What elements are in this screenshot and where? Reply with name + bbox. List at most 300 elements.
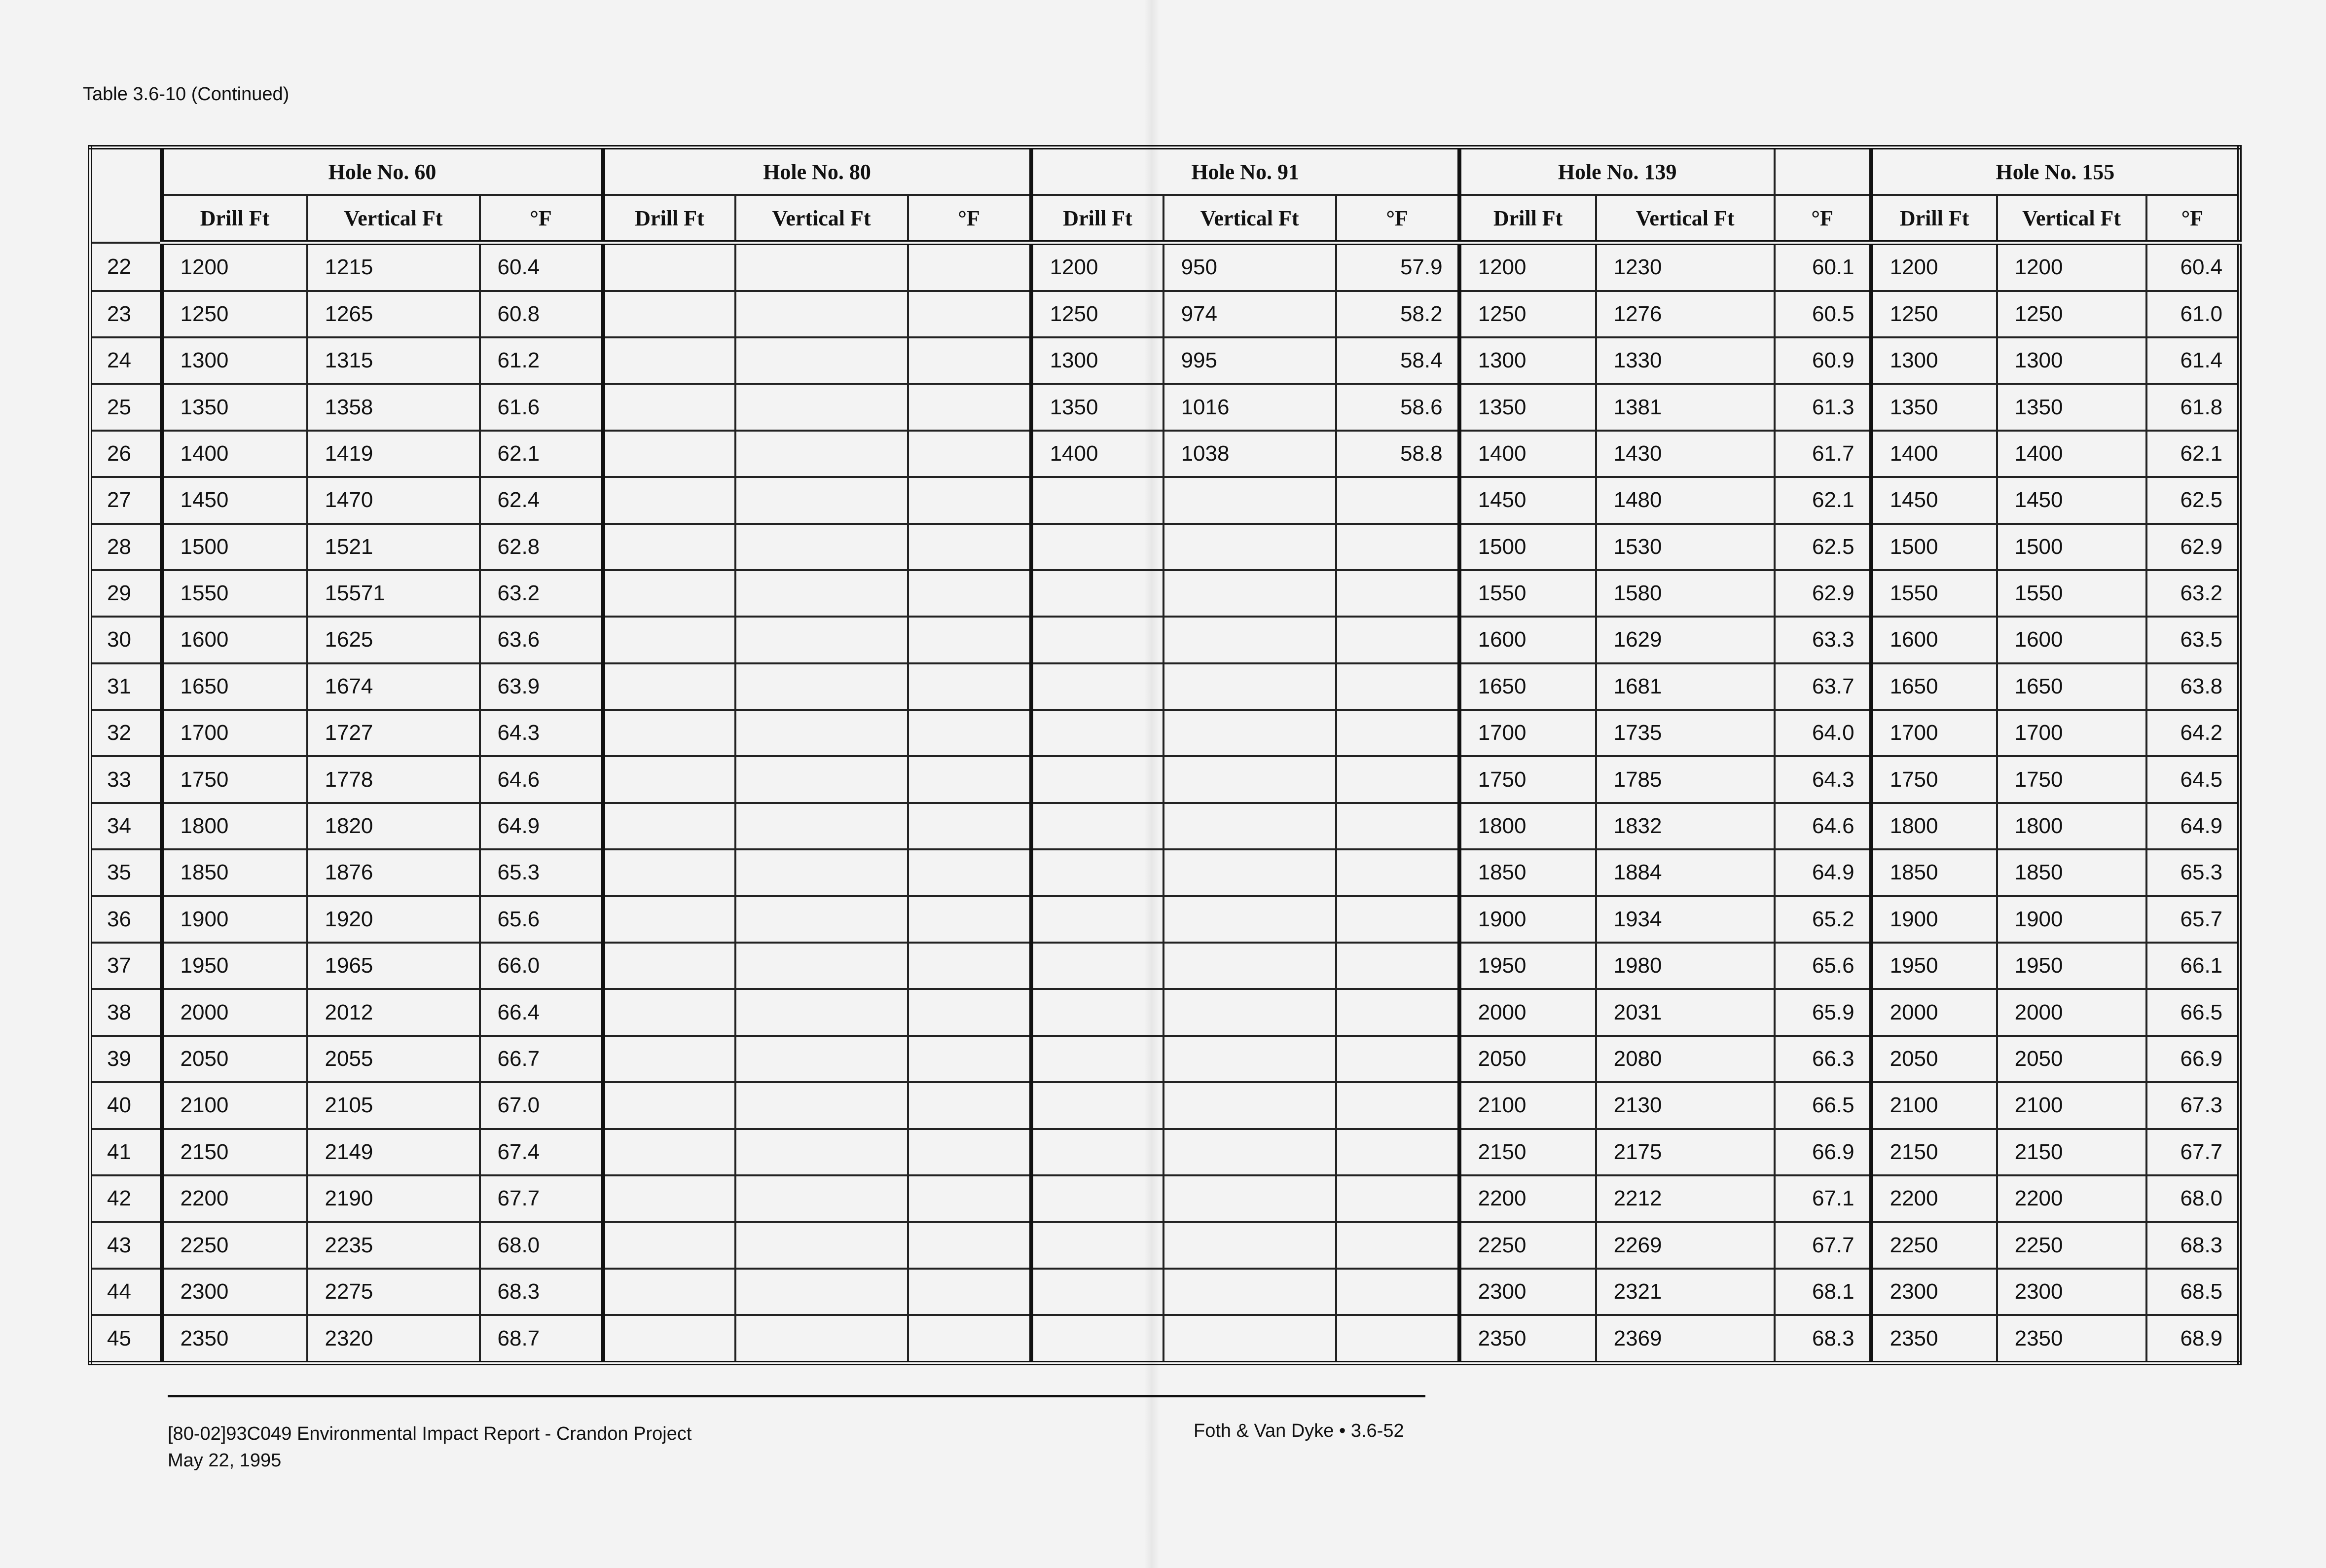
table-cell: 63.5 <box>2146 617 2240 663</box>
table-cell: 1681 <box>1596 663 1775 710</box>
table-cell <box>603 1269 735 1315</box>
table-cell <box>735 243 908 291</box>
table-cell <box>908 943 1031 989</box>
table-cell <box>735 989 908 1035</box>
table-cell <box>735 1175 908 1222</box>
table-cell: 64.5 <box>2146 756 2240 802</box>
table-cell: 60.5 <box>1775 291 1871 337</box>
table-cell <box>735 1129 908 1175</box>
table-cell: 1778 <box>307 756 480 802</box>
row-index-cell: 30 <box>90 617 162 663</box>
table-row <box>90 477 2240 523</box>
hole-header: Hole No. 155 <box>1871 147 2240 195</box>
table-cell <box>603 1082 735 1129</box>
table-caption: Table 3.6-10 (Continued) <box>83 84 290 105</box>
table-cell: 1600 <box>1459 617 1596 663</box>
table-cell: 2100 <box>1459 1082 1596 1129</box>
table-cell <box>1163 617 1336 663</box>
table-cell: 1200 <box>1031 243 1163 291</box>
table-cell <box>603 1175 735 1222</box>
table-cell: 65.3 <box>2146 849 2240 896</box>
table-cell <box>603 477 735 523</box>
table-cell <box>908 710 1031 756</box>
row-index-cell: 25 <box>90 384 162 430</box>
table-row <box>90 291 2240 337</box>
table-cell: 67.3 <box>2146 1082 2240 1129</box>
table-cell: 1500 <box>1871 524 1997 570</box>
row-index-cell: 39 <box>90 1036 162 1082</box>
table-row <box>90 1315 2240 1363</box>
table-cell: 1250 <box>1871 291 1997 337</box>
table-cell <box>1163 1315 1336 1363</box>
table-cell: 1600 <box>1871 617 1997 663</box>
row-index-cell: 36 <box>90 896 162 943</box>
table-cell: 1300 <box>1459 337 1596 384</box>
hole-header: Hole No. 60 <box>162 147 603 195</box>
table-cell: 62.8 <box>480 524 603 570</box>
table-cell: 1850 <box>1459 849 1596 896</box>
table-cell: 2350 <box>1871 1315 1997 1363</box>
table-cell <box>1031 1082 1163 1129</box>
table-cell <box>735 803 908 849</box>
column-subheader: Vertical Ft <box>1163 195 1336 243</box>
column-subheader: °F <box>1775 195 1871 243</box>
table-cell: 2250 <box>1459 1222 1596 1268</box>
table-cell: 66.7 <box>480 1036 603 1082</box>
table-cell: 64.2 <box>2146 710 2240 756</box>
table-cell: 1330 <box>1596 337 1775 384</box>
table-cell: 1265 <box>307 291 480 337</box>
table-cell <box>908 337 1031 384</box>
table-cell <box>1163 943 1336 989</box>
table-cell <box>1163 570 1336 617</box>
column-subheader: Drill Ft <box>603 195 735 243</box>
column-subheader: °F <box>908 195 1031 243</box>
table-cell: 1550 <box>1459 570 1596 617</box>
row-index-cell: 24 <box>90 337 162 384</box>
table-cell: 2150 <box>162 1129 307 1175</box>
row-index-cell: 38 <box>90 989 162 1035</box>
table-cell: 1250 <box>1997 291 2146 337</box>
table-cell: 2149 <box>307 1129 480 1175</box>
row-index-cell: 35 <box>90 849 162 896</box>
table-cell <box>1336 1175 1459 1222</box>
table-cell: 61.0 <box>2146 291 2240 337</box>
column-subheader: Vertical Ft <box>307 195 480 243</box>
table-cell: 2055 <box>307 1036 480 1082</box>
table-cell <box>1336 570 1459 617</box>
hole-header: Hole No. 80 <box>603 147 1031 195</box>
table-cell: 61.2 <box>480 337 603 384</box>
column-subheader: °F <box>480 195 603 243</box>
table-cell <box>908 524 1031 570</box>
table-cell: 2250 <box>162 1222 307 1268</box>
table-row <box>90 803 2240 849</box>
table-cell <box>603 570 735 617</box>
table-cell <box>603 243 735 291</box>
table-cell <box>603 1129 735 1175</box>
table-cell: 58.2 <box>1336 291 1459 337</box>
table-cell <box>1336 803 1459 849</box>
table-row <box>90 617 2240 663</box>
table-cell: 1580 <box>1596 570 1775 617</box>
table-cell: 67.7 <box>1775 1222 1871 1268</box>
table-cell <box>1031 1175 1163 1222</box>
table-cell: 2050 <box>162 1036 307 1082</box>
table-cell: 63.7 <box>1775 663 1871 710</box>
footer-date: May 22, 1995 <box>168 1450 282 1471</box>
table-cell <box>1163 1082 1336 1129</box>
table-cell <box>735 1082 908 1129</box>
table-cell: 1400 <box>1031 431 1163 477</box>
table-cell <box>1163 756 1336 802</box>
table-cell: 63.3 <box>1775 617 1871 663</box>
table-cell: 64.9 <box>480 803 603 849</box>
table-cell: 1550 <box>162 570 307 617</box>
table-row <box>90 1082 2240 1129</box>
table-cell: 1400 <box>1459 431 1596 477</box>
table-cell <box>1031 710 1163 756</box>
table-cell <box>1336 663 1459 710</box>
row-index-cell: 29 <box>90 570 162 617</box>
table-cell: 62.1 <box>2146 431 2240 477</box>
footer-left <box>168 1421 691 1474</box>
table-cell <box>603 756 735 802</box>
table-cell <box>1031 756 1163 802</box>
table-cell <box>735 943 908 989</box>
table-cell: 1876 <box>307 849 480 896</box>
table-cell: 68.3 <box>2146 1222 2240 1268</box>
table-cell <box>735 337 908 384</box>
table-cell: 1735 <box>1596 710 1775 756</box>
table-cell: 1450 <box>162 477 307 523</box>
table-cell: 1727 <box>307 710 480 756</box>
table-cell <box>735 849 908 896</box>
table-cell: 2200 <box>1459 1175 1596 1222</box>
table-cell <box>1031 1129 1163 1175</box>
table-cell <box>1336 1269 1459 1315</box>
hole-header: Hole No. 91 <box>1031 147 1459 195</box>
table-cell: 65.6 <box>1775 943 1871 989</box>
table-cell <box>908 617 1031 663</box>
table-cell <box>1163 1222 1336 1268</box>
row-index-cell: 33 <box>90 756 162 802</box>
table-cell <box>908 1082 1031 1129</box>
table-cell: 2350 <box>1997 1315 2146 1363</box>
table-cell: 2150 <box>1871 1129 1997 1175</box>
table-cell: 68.1 <box>1775 1269 1871 1315</box>
table-cell: 64.0 <box>1775 710 1871 756</box>
table-cell: 1350 <box>162 384 307 430</box>
table-cell: 1650 <box>1871 663 1997 710</box>
table-cell: 64.3 <box>480 710 603 756</box>
table-cell: 1300 <box>1871 337 1997 384</box>
table-cell <box>1163 1175 1336 1222</box>
table-cell: 2250 <box>1871 1222 1997 1268</box>
table-cell: 1276 <box>1596 291 1775 337</box>
table-row <box>90 570 2240 617</box>
table-cell: 995 <box>1163 337 1336 384</box>
table-cell: 1950 <box>1871 943 1997 989</box>
table-cell: 1800 <box>162 803 307 849</box>
table-cell: 64.3 <box>1775 756 1871 802</box>
table-cell: 65.2 <box>1775 896 1871 943</box>
table-cell: 68.9 <box>2146 1315 2240 1363</box>
table-cell: 1674 <box>307 663 480 710</box>
table-cell <box>1336 896 1459 943</box>
table-cell: 2190 <box>307 1175 480 1222</box>
table-cell: 1550 <box>1871 570 1997 617</box>
table-cell: 1700 <box>162 710 307 756</box>
table-cell <box>735 384 908 430</box>
table-row <box>90 896 2240 943</box>
table-cell: 66.1 <box>2146 943 2240 989</box>
table-cell: 1381 <box>1596 384 1775 430</box>
table-cell: 1350 <box>1871 384 1997 430</box>
table-cell: 2200 <box>1871 1175 1997 1222</box>
table-cell <box>908 1222 1031 1268</box>
table-cell: 68.3 <box>1775 1315 1871 1363</box>
table-cell <box>603 896 735 943</box>
table-cell <box>1031 1315 1163 1363</box>
column-subheader: Vertical Ft <box>735 195 908 243</box>
row-index-cell: 45 <box>90 1315 162 1363</box>
table-cell: 1650 <box>162 663 307 710</box>
table-body <box>90 243 2240 1363</box>
table-cell <box>603 431 735 477</box>
table-cell: 1750 <box>1871 756 1997 802</box>
table-cell: 67.7 <box>2146 1129 2240 1175</box>
row-index-cell: 34 <box>90 803 162 849</box>
column-subheader: Vertical Ft <box>1596 195 1775 243</box>
table-cell: 2100 <box>162 1082 307 1129</box>
table-cell: 61.8 <box>2146 384 2240 430</box>
table-cell <box>908 1129 1031 1175</box>
table-cell: 1530 <box>1596 524 1775 570</box>
table-cell <box>1163 849 1336 896</box>
table-cell <box>603 1222 735 1268</box>
table-cell <box>735 431 908 477</box>
table-cell: 1832 <box>1596 803 1775 849</box>
table-cell: 62.1 <box>480 431 603 477</box>
table-row <box>90 337 2240 384</box>
table-cell: 2050 <box>1997 1036 2146 1082</box>
table-cell: 66.5 <box>2146 989 2240 1035</box>
table-cell <box>908 477 1031 523</box>
row-index-cell: 22 <box>90 243 162 291</box>
table-cell: 2000 <box>1459 989 1596 1035</box>
table-cell: 68.3 <box>480 1269 603 1315</box>
table-cell: 62.5 <box>2146 477 2240 523</box>
table-cell: 2275 <box>307 1269 480 1315</box>
table-cell: 66.3 <box>1775 1036 1871 1082</box>
table-cell: 1920 <box>307 896 480 943</box>
table-cell <box>603 524 735 570</box>
table-cell: 1450 <box>1459 477 1596 523</box>
row-index-cell: 28 <box>90 524 162 570</box>
table-cell: 2350 <box>162 1315 307 1363</box>
table-cell <box>908 570 1031 617</box>
table-cell: 1820 <box>307 803 480 849</box>
table-row <box>90 524 2240 570</box>
table-cell: 1950 <box>1997 943 2146 989</box>
table-cell: 1400 <box>1997 431 2146 477</box>
table-cell: 2050 <box>1871 1036 1997 1082</box>
table-cell: 58.8 <box>1336 431 1459 477</box>
table-cell <box>735 570 908 617</box>
table-cell: 1600 <box>1997 617 2146 663</box>
row-index-header <box>90 147 162 243</box>
table-cell <box>1031 803 1163 849</box>
row-index-cell: 41 <box>90 1129 162 1175</box>
table-cell <box>735 477 908 523</box>
table-cell: 1750 <box>162 756 307 802</box>
table-cell <box>735 896 908 943</box>
table-cell: 1521 <box>307 524 480 570</box>
table-cell: 1450 <box>1871 477 1997 523</box>
table-cell <box>603 291 735 337</box>
table-cell: 1500 <box>162 524 307 570</box>
table-cell: 2130 <box>1596 1082 1775 1129</box>
table-cell: 15571 <box>307 570 480 617</box>
column-subheader: Vertical Ft <box>1997 195 2146 243</box>
table-cell <box>1336 943 1459 989</box>
table-cell <box>1031 989 1163 1035</box>
table-cell: 1400 <box>162 431 307 477</box>
table-cell: 2100 <box>1871 1082 1997 1129</box>
table-cell: 68.0 <box>2146 1175 2240 1222</box>
row-index-cell: 26 <box>90 431 162 477</box>
table-cell: 62.9 <box>1775 570 1871 617</box>
table-cell: 2369 <box>1596 1315 1775 1363</box>
table-cell: 64.9 <box>1775 849 1871 896</box>
table-cell <box>1031 1222 1163 1268</box>
table-cell <box>1163 524 1336 570</box>
table-cell <box>1336 617 1459 663</box>
footer-page-ref: Foth & Van Dyke • 3.6-52 <box>1194 1421 1404 1441</box>
table-cell: 2269 <box>1596 1222 1775 1268</box>
table-cell: 1650 <box>1459 663 1596 710</box>
table-cell <box>603 1315 735 1363</box>
table-cell: 1750 <box>1997 756 2146 802</box>
table-cell: 1500 <box>1459 524 1596 570</box>
table-cell <box>908 756 1031 802</box>
table-cell: 66.0 <box>480 943 603 989</box>
table-cell: 1884 <box>1596 849 1775 896</box>
table-cell: 63.2 <box>2146 570 2240 617</box>
table-cell <box>1163 1269 1336 1315</box>
table-cell: 62.4 <box>480 477 603 523</box>
column-subheader: Drill Ft <box>1459 195 1596 243</box>
table-cell <box>1031 663 1163 710</box>
table-cell: 1250 <box>1459 291 1596 337</box>
table-cell <box>735 1269 908 1315</box>
table-cell: 1600 <box>162 617 307 663</box>
table-cell: 1900 <box>162 896 307 943</box>
table-cell: 65.3 <box>480 849 603 896</box>
row-index-cell: 32 <box>90 710 162 756</box>
table-cell: 2350 <box>1459 1315 1596 1363</box>
table-cell <box>603 849 735 896</box>
table-cell <box>735 1222 908 1268</box>
table-cell <box>908 1269 1031 1315</box>
table-row <box>90 431 2240 477</box>
hole-header: Hole No. 139 <box>1459 147 1775 195</box>
table-cell <box>908 243 1031 291</box>
row-index-cell: 27 <box>90 477 162 523</box>
table-cell: 1400 <box>1871 431 1997 477</box>
table-cell: 1350 <box>1031 384 1163 430</box>
table-cell <box>603 337 735 384</box>
table-cell: 62.9 <box>2146 524 2240 570</box>
table-cell <box>735 1036 908 1082</box>
table-cell: 2000 <box>1871 989 1997 1035</box>
table-cell: 1470 <box>307 477 480 523</box>
table-cell: 65.7 <box>2146 896 2240 943</box>
table-cell: 1450 <box>1997 477 2146 523</box>
table-cell: 2235 <box>307 1222 480 1268</box>
table-cell <box>908 663 1031 710</box>
table-cell <box>1336 1222 1459 1268</box>
table-cell: 2320 <box>307 1315 480 1363</box>
table-cell <box>1031 524 1163 570</box>
row-index-cell: 37 <box>90 943 162 989</box>
row-index-cell: 42 <box>90 1175 162 1222</box>
table-cell: 61.7 <box>1775 431 1871 477</box>
table-cell: 61.4 <box>2146 337 2240 384</box>
table-cell: 1358 <box>307 384 480 430</box>
table-cell: 63.9 <box>480 663 603 710</box>
hole-header-row <box>90 147 2240 195</box>
table-cell <box>603 1036 735 1082</box>
table-cell: 2080 <box>1596 1036 1775 1082</box>
table-cell <box>1336 1082 1459 1129</box>
table-cell: 58.6 <box>1336 384 1459 430</box>
table-cell: 2300 <box>1997 1269 2146 1315</box>
table-cell <box>1336 524 1459 570</box>
table-row <box>90 710 2240 756</box>
table-cell <box>1163 477 1336 523</box>
table-cell <box>1031 896 1163 943</box>
table-cell: 1980 <box>1596 943 1775 989</box>
table-cell <box>908 803 1031 849</box>
table-cell: 1700 <box>1997 710 2146 756</box>
table-cell: 64.6 <box>480 756 603 802</box>
table-cell: 1200 <box>162 243 307 291</box>
table-cell: 1800 <box>1997 803 2146 849</box>
temperature-table <box>88 145 2242 1365</box>
table-cell <box>1336 756 1459 802</box>
table-cell <box>908 384 1031 430</box>
table-cell <box>908 1175 1031 1222</box>
table-cell: 1629 <box>1596 617 1775 663</box>
table-cell: 2000 <box>1997 989 2146 1035</box>
table-cell: 61.3 <box>1775 384 1871 430</box>
row-index-cell: 44 <box>90 1269 162 1315</box>
table-cell <box>1336 710 1459 756</box>
table-cell: 1200 <box>1459 243 1596 291</box>
table-cell: 1900 <box>1459 896 1596 943</box>
table-cell: 67.0 <box>480 1082 603 1129</box>
table-cell <box>735 756 908 802</box>
table-cell <box>1336 1315 1459 1363</box>
table-cell <box>1336 1129 1459 1175</box>
table-cell: 1419 <box>307 431 480 477</box>
footer-report-line: [80-02]93C049 Environmental Impact Report - Crandon Project <box>168 1423 692 1444</box>
table-cell: 1700 <box>1871 710 1997 756</box>
table-row <box>90 943 2240 989</box>
table-cell <box>908 1036 1031 1082</box>
